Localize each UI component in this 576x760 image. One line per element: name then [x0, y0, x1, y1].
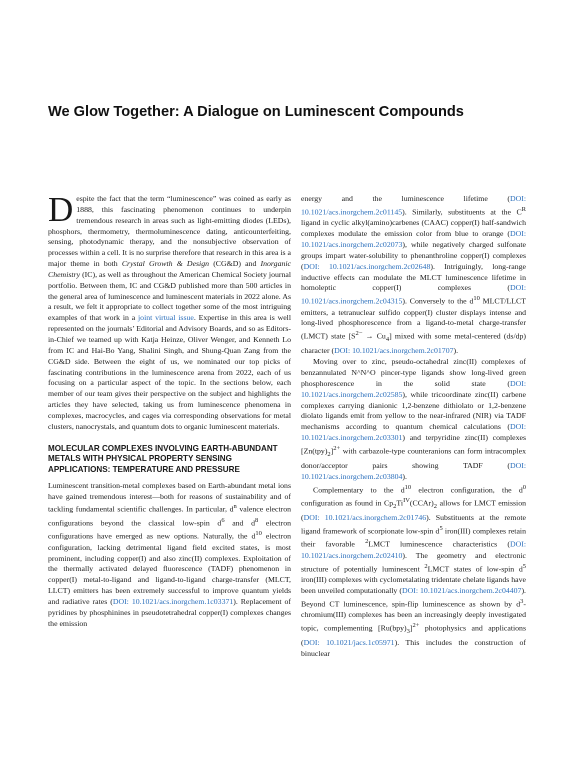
doi-link[interactable]: DOI: 10.1021/acs.inorgchem.2c03804 — [301, 460, 526, 481]
left-column — [48, 190, 292, 629]
doi-link[interactable]: DOI: 10.1021/acs.inorgchem.1c03371 — [112, 596, 234, 606]
journal-name: Crystal Growth & Design — [121, 259, 210, 269]
doi-link[interactable]: DOI: 10.1021/acs.inorgchem.2c04315 — [301, 283, 526, 306]
body-paragraph: Luminescent transition-metal complexes based on Earth-abundant metal ions have gained tremendous interest—both for reasons of sustainability and of tackling fundamental scientific challenges. In particular, $d^n$ valence electron configurations beyond the classical low-spin $d^6$ and $d^8$ electron configurations have emerged as new options. Naturally, the $d^{10}$ electron configuration, lacking detrimental ligand field excited states, is most prominent, including copper(I) and also zinc(II) complexes. Exploitation of the thermally activated delayed fluorescence (TADF) phenomenon in copper(I) metal-to-ligand and ligand-to-ligand charge-transfer (MLCT, LLCT) emitters has been extremely successful to improve quantum yields and radiative rates (DOI: 10.1021/acs.inorgchem.1c03371). Replacement of pyridines by phosphinines in pseudotetrahedral copper(I) complexes changes the emission — [48, 480, 291, 628]
journal-name: Inorganic Chemistry — [48, 259, 291, 279]
doi-link[interactable]: DOI: 10.1021/jacs.1c05971 — [303, 637, 395, 647]
body-paragraph: Complementary to the $d^{10}$ electron configuration, the $d^0$ configuration as found in $Cp_2Ti^{IV}(CCAr)_2$ allows for LMCT emission (DOI: 10.1021/acs.inorgchem.2c01746). Substituents at the remote ligand framework of scorpionate low-spin $d^5$ iron(III) complexes retain their favorable $^2$LMCT luminescence characteristics (DOI: 10.1021/acs.inorgchem.2c02410). The geometry and electronic structure of potentially luminescent $^2$LMCT states of low-spin $d^5$ iron(III) complexes with cyclometalating tridentate chelate ligands have been unveiled computationally (DOI: 10.1021/acs.inorgchem.2c04407). Beyond CT luminescence, spin-flip luminescence as shown by $d^3-chromium(III)$ complexes has been an increasingly deeply investigated topic, complementing $[Ru(bpy)_3]^{2+}$ photophysics and applications (DOI: 10.1021/jacs.1c05971). This includes the construction of binuclear — [301, 483, 527, 658]
virtual-issue-link[interactable]: joint virtual issue — [138, 313, 194, 323]
doi-link[interactable]: DOI: 10.1021/acs.inorgchem.2c02073 — [301, 229, 526, 249]
article-title: We Glow Together: A Dialogue on Luminescent Compounds — [48, 104, 464, 120]
doi-link[interactable]: DOI: 10.1021/acs.inorgchem.2c01707 — [334, 346, 454, 356]
body-paragraph: Moving over to zinc, pseudo-octahedral zinc(II) complexes of benzannulated N^N^O pincer-type ligands show long-lived green phosphorescence in the solid state (DOI: 10.1021/acs.inorgchem.2c02585), while tricoordinate zinc(II) carbene complexes carrying dianionic 1,2-benzene dithiolato or 1,2-benzene diolato ligands emit from yellow to the near-infrared (NIR) via TADF mechanisms according to quantum chemical calculations (DOI: 10.1021/acs.inorgchem.2c03301) and terpyridine zinc(II) complexes $[Zn(tpy)_2]^{2+}$ with carbazole-type counteranions can form intracomplex donor/acceptor pairs showing TADF (DOI: 10.1021/acs.inorgchem.2c03804). — [301, 357, 526, 481]
section-heading: MOLECULAR COMPLEXES INVOLVING EARTH-ABUNDANT METALS WITH PHYSICAL PROPERTY SENSING APPLICATIONS: TEMPERATURE AND PRESSURE — [48, 443, 278, 474]
right-column — [301, 194, 526, 660]
doi-link[interactable]: DOI: 10.1021/acs.inorgchem.2c02648 — [303, 261, 431, 271]
doi-link[interactable]: DOI: 10.1021/acs.inorgchem.2c04407 — [401, 585, 522, 595]
doi-link[interactable]: DOI: 10.1021/acs.inorgchem.2c03301 — [301, 422, 526, 443]
doi-link[interactable]: DOI: 10.1021/acs.inorgchem.2c02585 — [301, 378, 526, 399]
doi-link[interactable]: DOI: 10.1021/acs.inorgchem.2c01746 — [303, 512, 427, 522]
doi-link[interactable]: DOI: 10.1021/acs.inorgchem.2c02410 — [301, 539, 527, 560]
drop-cap: D — [48, 190, 74, 229]
body-paragraph: energy and the luminescence lifetime (DOI: 10.1021/acs.inorgchem.2c01145). Similarly, substituents at the $C^R$ ligand in cyclic alkyl(amino)carbenes (CAAC) copper(I) half-sandwich complexes modulate the emission color from blue to orange (DOI: 10.1021/acs.inorgchem.2c02073), while negatively charged sulfonate groups impart water-solubility to phenanthroline copper(I) complexes (DOI: 10.1021/acs.inorgchem.2c02648). Intriguingly, long-range inductive effects can modulate the MLCT luminescence lifetime in homoleptic copper(I) complexes (DOI: 10.1021/acs.inorgchem.2c04315). Conversely to the $d^{10}$ MLCT/LLCT emitters, a tetranuclear sulfido copper(I) cluster displays intense and long-lived phosphorescence from a ligand-to-metal charge-transfer (LMCT) state $[S^{2-} \to Cu_4]$ mixed with some metal-centered (ds/dp) character (DOI: 10.1021/acs.inorgchem.2c01707). — [301, 194, 526, 356]
intro-paragraph: Despite the fact that the term “luminescence” was coined as early as 1888, this fascinating phenomenon continues to underpin tremendous research in areas such as light-emitting diodes (LEDs), phosphors, thermometry, thermoluminescence dating, anticounterfeiting, sensing, photodynamic therapy, and the nonsubjective observation of processes within a cell. It is no surprise therefore that research in this area is a major theme in both Crystal Growth & Design (CG&D) and Inorganic Chemistry (IC), as well as throughout the American Chemical Society journal portfolio. Between them, IC and CG&D published more than 500 articles in the general area of luminescence and luminescent materials in 2022 alone. As a result, we felt it appropriate to collect together some of the most intriguing examples of that work in a joint virtual issue. Expertise in this area is well represented on the journals’ Editorial and Advisory Boards, and so as Editors-in-Chief we teamed up with Katja Heinze, Oliver Wenger, and Kenneth Lo from IC and Hai-Bo Yang, Shalini Singh, and Shung-Quan Zang from the CG&D side. Between the eight of us, we nominated our top picks of fascinating contributions in the luminescence arena from 2022, each of us focusing on a particular aspect of the topic. In the sections below, each member of our team gives their perspective on the subject and highlights the articles they have selected, taking us from luminescence phenomena in complexes, macrocycles, and cages via corresponding observations for metal clusters, nanocrystals, and quantum dots to organic luminescent materials. — [48, 190, 292, 431]
doi-link[interactable]: DOI: 10.1021/acs.inorgchem.2c01145 — [301, 194, 526, 217]
